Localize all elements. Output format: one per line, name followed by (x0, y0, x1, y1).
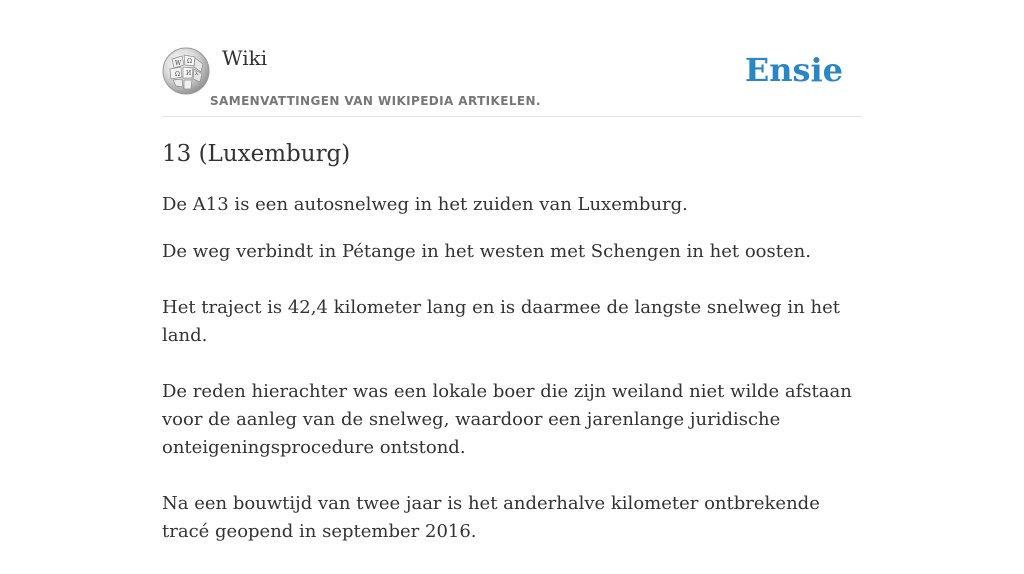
svg-text:Ω: Ω (175, 71, 180, 78)
svg-text:W: W (175, 60, 182, 67)
svg-text:Ω: Ω (187, 58, 192, 65)
article-paragraph: Na een bouwtijd van twee jaar is het anderhalve kilometer ontbrekende tracé geopend in september 2016. (162, 493, 820, 542)
brand-logo-link[interactable]: Ensie (744, 51, 843, 89)
svg-text:И: И (186, 70, 192, 77)
article-title: 13 (Luxemburg) (162, 141, 351, 167)
site-header (162, 40, 862, 117)
site-tagline: SAMENVATTINGEN VAN WIKIPEDIA ARTIKELEN. (210, 94, 541, 108)
article-content (162, 139, 862, 574)
wikipedia-globe-svg (162, 47, 210, 95)
wikipedia-globe-icon[interactable] (162, 47, 210, 95)
article-paragraph: De reden hierachter was een lokale boer die zijn weiland niet wilde afstaan voor de aanleg van de snelweg, waardoor een jarenlange juridische onteigeningsprocedure ontstond. (162, 381, 852, 458)
site-name-link[interactable]: Wiki (222, 46, 268, 70)
article-paragraph: De weg verbindt in Pétange in het westen met Schengen in het oosten. (162, 241, 811, 262)
article-paragraph: Het traject is 42,4 kilometer lang en is daarmee de langste snelweg in het land. (162, 297, 840, 346)
svg-text:λ: λ (195, 71, 199, 77)
article-intro: De A13 is een autosnelweg in het zuiden van Luxemburg. (162, 194, 688, 215)
